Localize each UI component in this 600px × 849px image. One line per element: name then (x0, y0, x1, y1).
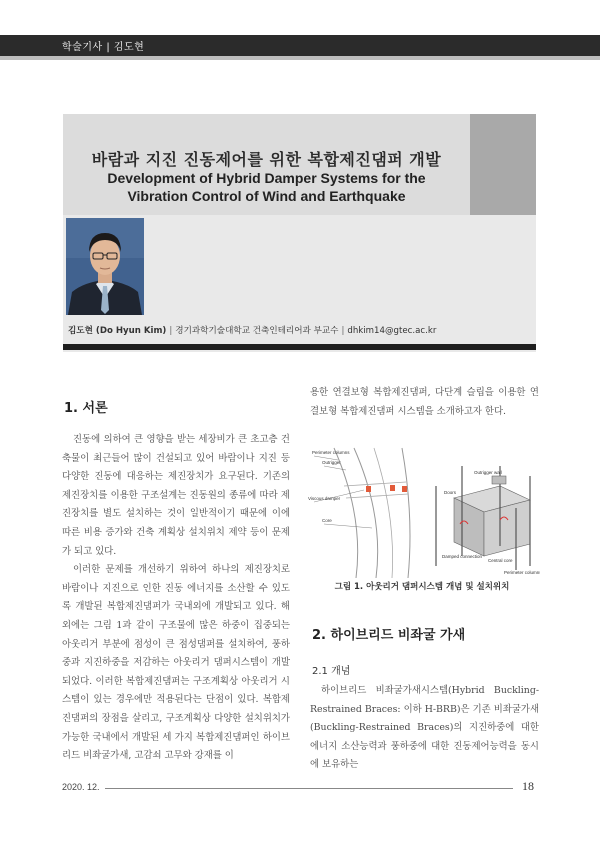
fig-label-doors: Doors (444, 490, 457, 495)
author-info: 김도현 (Do Hyun Kim) | 경기과학기술대학교 건축인테리어과 부교수 | dhkim14@gtec.ac.kr (68, 326, 437, 336)
figure1-caption: 그림 1. 아웃리거 댐퍼시스템 개념 및 설치위치 (334, 582, 510, 592)
fig-label-damped-connection: Damped connection (442, 554, 483, 559)
section1-column-right (310, 384, 539, 421)
section1-paragraph2: 이러한 문제를 개선하기 위하여 하나의 제진장치로 바람이나 지진으로 인한 진동 에너지를 소산할 수 있도록 개발된 복합제진댐퍼가 국내외에 개발되고 있다. 해외에는 그림 1과 같이 구조물에 많은 하중이 집중되는 아웃리거 부분에 점성이 큰 점성댐퍼를 설치하여, 풍하중과 지진하중을 저감하는 아웃리거 댐퍼시스템이 개발되었다. 이러한 복합제진댐퍼는 구조계획상 아웃리거 시스템이 있는 경우에만 적용된다는 단점이 있다. 복합제진댐퍼의 장점을 살리고, 구조계획상 다양한 설치위치가 가능한 국내에서 개발된 세 가지 복합제진댐퍼인 하이브리드 비좌굴가새, 고감쇠 고무와 강재를 이 (62, 564, 290, 762)
section1-column-left (62, 431, 290, 766)
article-title-english-line1: Development of Hybrid Damper Systems for the (107, 170, 426, 186)
fig-label-central-core: Central core (488, 558, 513, 563)
header-label: 학술기사 | 김도현 (62, 42, 145, 53)
fig-label-outrigger: Outrigger (322, 460, 341, 465)
footer-date: 2020. 12. (62, 782, 100, 792)
section2-paragraph1: 하이브리드 비좌굴가새시스템(Hybrid Buckling-Restrained Braces: 이하 H-BRB)은 기존 비좌굴가새(Buckling-Restrained Braces)의 지진하중에 대한 에너지 소산능력과 풍하중에 대한 진동제어능력을 동시에 보유하는 (310, 685, 539, 771)
section1-title: 1. 서론 (64, 401, 108, 416)
fig-label-perimeter-bottom: Perimeter columns (504, 570, 540, 575)
author-photo (66, 218, 144, 315)
section2-column (310, 682, 539, 775)
author-name: 김도현 (Do Hyun Kim) (68, 326, 167, 336)
figure1 (304, 446, 540, 578)
page-header (0, 0, 600, 56)
article-title-korean: 바람과 지진 진동제어를 위한 복합제진댐퍼 개발 (91, 150, 442, 169)
author-email: dhkim14@gtec.ac.kr (347, 326, 437, 336)
title-bottom-bar (63, 344, 536, 350)
fig-label-viscous: Viscous damper (308, 496, 341, 501)
section2-subtitle: 2.1 개념 (312, 666, 351, 677)
section1-paragraph3: 용한 연결보형 복합제진댐퍼, 다단계 슬립을 이용한 연결보형 복합제진댐퍼 시스템을 소개하고자 한다. (310, 387, 539, 417)
fig-label-perimeter-top: Perimeter columns (312, 450, 350, 455)
section2-title: 2. 하이브리드 비좌굴 가새 (312, 628, 466, 643)
fig-label-core: Core (322, 518, 332, 523)
fig-label-outrigger-wall: Outrigger wall (474, 470, 502, 475)
article-title-english-line2: Vibration Control of Wind and Earthquake (127, 188, 406, 204)
author-affiliation: 경기과학기술대학교 건축인테리어과 부교수 (175, 326, 339, 336)
header-divider (0, 56, 600, 60)
title-side-accent (470, 114, 536, 215)
page-number: 18 (522, 779, 534, 793)
footer-rule (105, 788, 513, 789)
section1-paragraph1: 진동에 의하여 큰 영향을 받는 세장비가 큰 초고층 건축물이 최근들어 많이 건설되고 있어 바람이나 지진 등 다양한 진동에 대응하는 제진장치가 요구된다. 기존의 제진장치를 이용한 구조설계는 진동원의 종류에 따라 제진장치를 별도 설치하는 것이 일반적이기 때문에 이에 따른 비용 증가와 건축 계획상 설치위치 제약 등이 문제가 되고 있다. (62, 434, 290, 557)
